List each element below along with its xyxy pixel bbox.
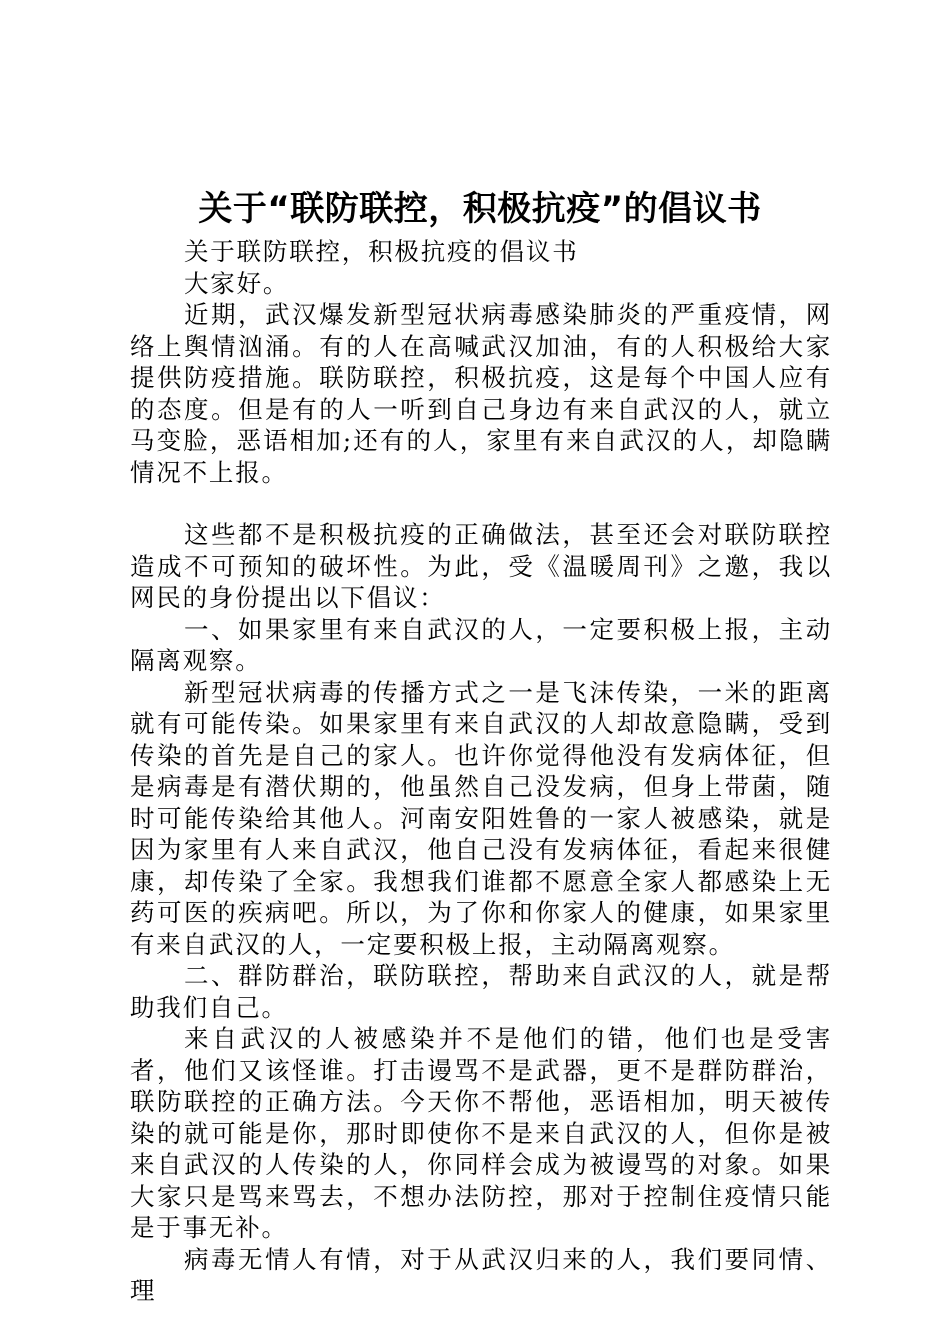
document-title: 关于“联防联控，积极抗疫”的倡议书: [198, 189, 762, 229]
document-body: [130, 236, 832, 1307]
body-paragraph-subtitle: 关于联防联控，积极抗疫的倡议书: [184, 237, 579, 266]
proposal-heading-2: 二、群防群治，联防联控，帮助来自武汉的人，就是帮助我们自己。: [130, 961, 832, 1022]
body-paragraph: 近期，武汉爆发新型冠状病毒感染肺炎的严重疫情，网络上舆情汹涌。有的人在高喊武汉加油，有的人积极给大家提供防疫措施。联防联控，积极抗疫，这是每个中国人应有的态度。但是有的人一听到自己身边有来自武汉的人，就立马变脸，恶语相加;还有的人，家里有来自武汉的人，却隐瞒情况不上报。: [130, 300, 832, 487]
body-paragraph: 病毒无情人有情，对于从武汉归来的人，我们要同情、理: [130, 1244, 832, 1305]
body-paragraph-greeting: 大家好。: [184, 268, 290, 298]
body-paragraph: 这些都不是积极抗疫的正确做法，甚至还会对联防联控造成不可预知的破坏性。为此，受《温暖周刊》之邀，我以网民的身份提出以下倡议：: [130, 520, 832, 612]
body-paragraph: 新型冠状病毒的传播方式之一是飞沫传染，一米的距离就有可能传染。如果家里有来自武汉的人却故意隐瞒，受到传染的首先是自己的家人。也许你觉得他没有发病体征，但是病毒是有潜伏期的，他虽然自己没发病，但身上带菌，随时可能传染给其他人。河南安阳姓鲁的一家人被感染，就是因为家里有人来自武汉，他自己没有发病体征，看起来很健康，却传染了全家。我想我们谁都不愿意全家人都感染上无药可医的疾病吧。所以，为了你和你家人的健康，如果家里有来自武汉的人，一定要积极上报，主动隔离观察。: [130, 677, 832, 959]
body-paragraph: 来自武汉的人被感染并不是他们的错，他们也是受害者，他们又该怪谁。打击谩骂不是武器，更不是群防群治，联防联控的正确方法。今天你不帮他，恶语相加，明天被传染的就可能是你，那时即使你不是来自武汉的人，但你是被来自武汉的人传染的人，你同样会成为被谩骂的对象。如果大家只是骂来骂去，不想办法防控，那对于控制住疫情只能是于事无补。: [130, 1024, 832, 1242]
proposal-heading-1: 一、如果家里有来自武汉的人，一定要积极上报，主动隔离观察。: [130, 614, 832, 675]
